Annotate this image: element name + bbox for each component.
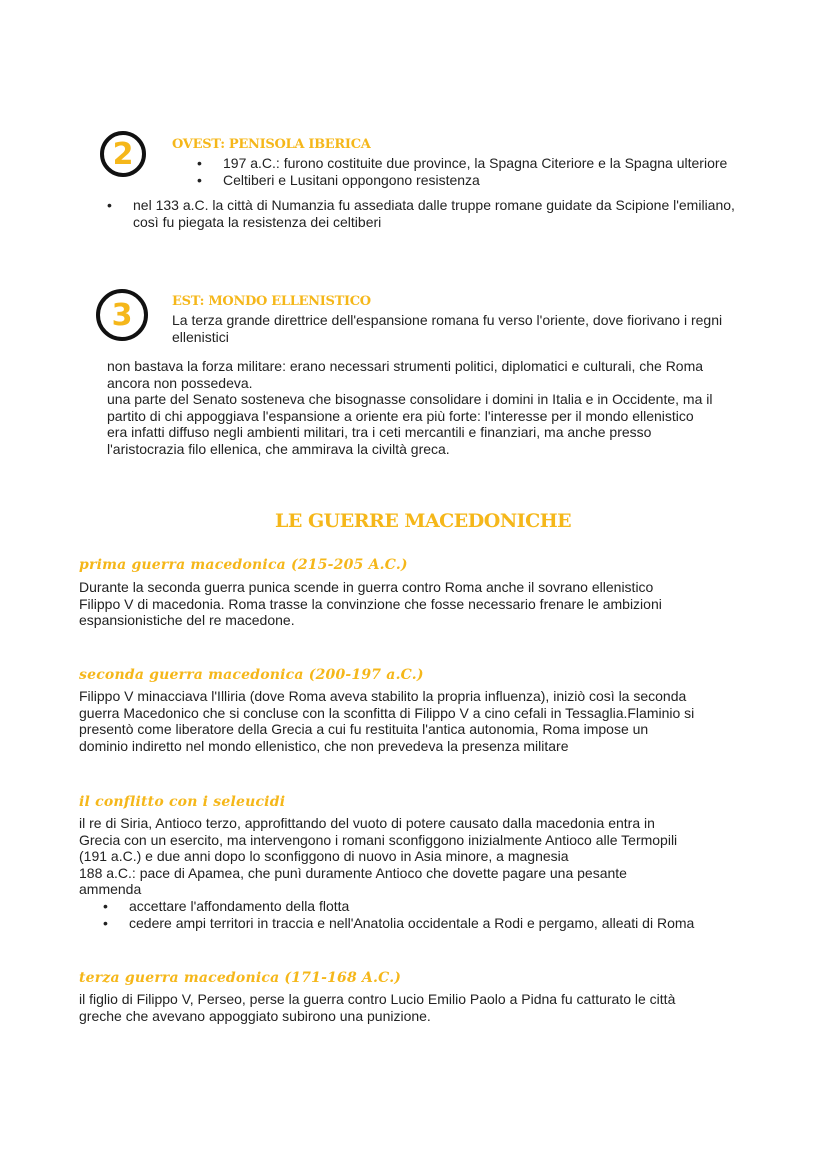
paragraph-line: era infatti diffuso negli ambienti militari, tra i ceti mercantili e finanziari, ma anche presso bbox=[107, 424, 652, 440]
main-title: LE GUERRE MACEDONICHE bbox=[275, 510, 572, 532]
section-3-number: 3 bbox=[111, 297, 133, 333]
section-3-number-badge bbox=[96, 289, 148, 341]
section-3-title: EST: MONDO ELLENISTICO bbox=[172, 294, 371, 309]
paragraph-line: l'aristocrazia filo ellenica, che ammirava la civiltà greca. bbox=[107, 440, 450, 457]
war-3-text bbox=[79, 991, 789, 1024]
section-3-paragraph bbox=[107, 358, 797, 457]
paragraph-line: guerra Macedonico che si concluse con la sconfitta di Filippo V a cino cefali in Tessaglia.Flaminio si bbox=[79, 704, 695, 721]
paragraph-line: espansionistiche del re macedone. bbox=[79, 612, 295, 628]
paragraph-line: ancora non possedeva. bbox=[107, 374, 253, 391]
war-3-title: terza guerra macedonica (171-168 A.C.) bbox=[79, 970, 402, 986]
paragraph-line: dominio indiretto nel mondo ellenistico, che non prevedeva la presenza militare bbox=[79, 737, 569, 754]
section-2-bullet-list bbox=[197, 155, 797, 188]
war-2-text bbox=[79, 688, 789, 754]
paragraph-line: Durante la seconda guerra punica scende in guerra contro Roma anche il sovrano ellenistico bbox=[79, 579, 654, 595]
list-item: • cedere ampi territori in traccia e nell'Anatolia occidentale a Rodi e pergamo, alleati di Roma bbox=[103, 915, 723, 932]
section-3-intro: La terza grande direttrice dell'espansione romana fu verso l'oriente, dove fiorivano i regni ellenistici bbox=[172, 312, 723, 345]
paragraph-line: non bastava la forza militare: erano necessari strumenti politici, diplomatici e culturali, che Roma bbox=[107, 358, 704, 374]
paragraph-line: presentò come liberatore della Grecia a cui fu restituita l'antica autonomia, Roma impose un bbox=[79, 721, 649, 737]
paragraph-line: 188 a.C.: pace di Apamea, che punì duramente Antioco che dovette pagare una pesante bbox=[79, 864, 627, 881]
paragraph-line: (191 a.C.) e due anni dopo lo sconfiggono di nuovo in Asia minore, a magnesia bbox=[79, 848, 569, 864]
paragraph-line: ammenda bbox=[79, 881, 142, 897]
paragraph-line: il figlio di Filippo V, Perseo, perse la guerra contro Lucio Emilio Paolo a Pidna fu catturato le città bbox=[79, 991, 676, 1007]
paragraph-line: partito di chi appoggiava l'espansione a oriente era più forte: l'interesse per il mondo ellenistico bbox=[107, 407, 694, 424]
section-2-title: OVEST: PENISOLA IBERICA bbox=[172, 137, 371, 152]
list-item: • Celtiberi e Lusitani oppongono resistenza bbox=[197, 172, 797, 189]
war-2-title: seconda guerra macedonica (200-197 a.C.) bbox=[79, 667, 424, 683]
list-item: • nel 133 a.C. la città di Numanzia fu assediata dalle truppe romane guidate da Scipione l'emiliano, così fu piegata la resistenza dei celtiberi bbox=[107, 197, 747, 230]
paragraph-line: Filippo V di macedonia. Roma trasse la convinzione che fosse necessario frenare le ambizioni bbox=[79, 595, 662, 612]
seleucidi-text bbox=[79, 815, 779, 898]
paragraph-line: il re di Siria, Antioco terzo, approfittando del vuoto di potere causato dalla macedonia entra in bbox=[79, 815, 655, 831]
section-2-outer-bullet bbox=[107, 197, 747, 230]
section-2-number: 2 bbox=[112, 136, 134, 172]
war-1-text bbox=[79, 579, 779, 629]
war-1-title: prima guerra macedonica (215-205 A.C.) bbox=[79, 557, 408, 573]
section-2-number-badge bbox=[100, 131, 146, 177]
paragraph-line: Filippo V minacciava l'Illiria (dove Roma aveva stabilito la propria influenza), iniziò così la seconda bbox=[79, 688, 687, 704]
seleucidi-bullet-list bbox=[103, 898, 723, 931]
list-item: • accettare l'affondamento della flotta bbox=[103, 898, 723, 915]
paragraph-line: Grecia con un esercito, ma intervengono i romani sconfiggono inizialmente Antioco alle Termopili bbox=[79, 831, 678, 848]
seleucidi-title: il conflitto con i seleucidi bbox=[79, 794, 286, 810]
paragraph-line: greche che avevano appoggiato subirono una punizione. bbox=[79, 1007, 431, 1024]
paragraph-line: una parte del Senato sosteneva che bisognasse consolidare i domini in Italia e in Occidente, ma il bbox=[107, 391, 713, 407]
list-item: • 197 a.C.: furono costituite due province, la Spagna Citeriore e la Spagna ulteriore bbox=[197, 155, 797, 172]
